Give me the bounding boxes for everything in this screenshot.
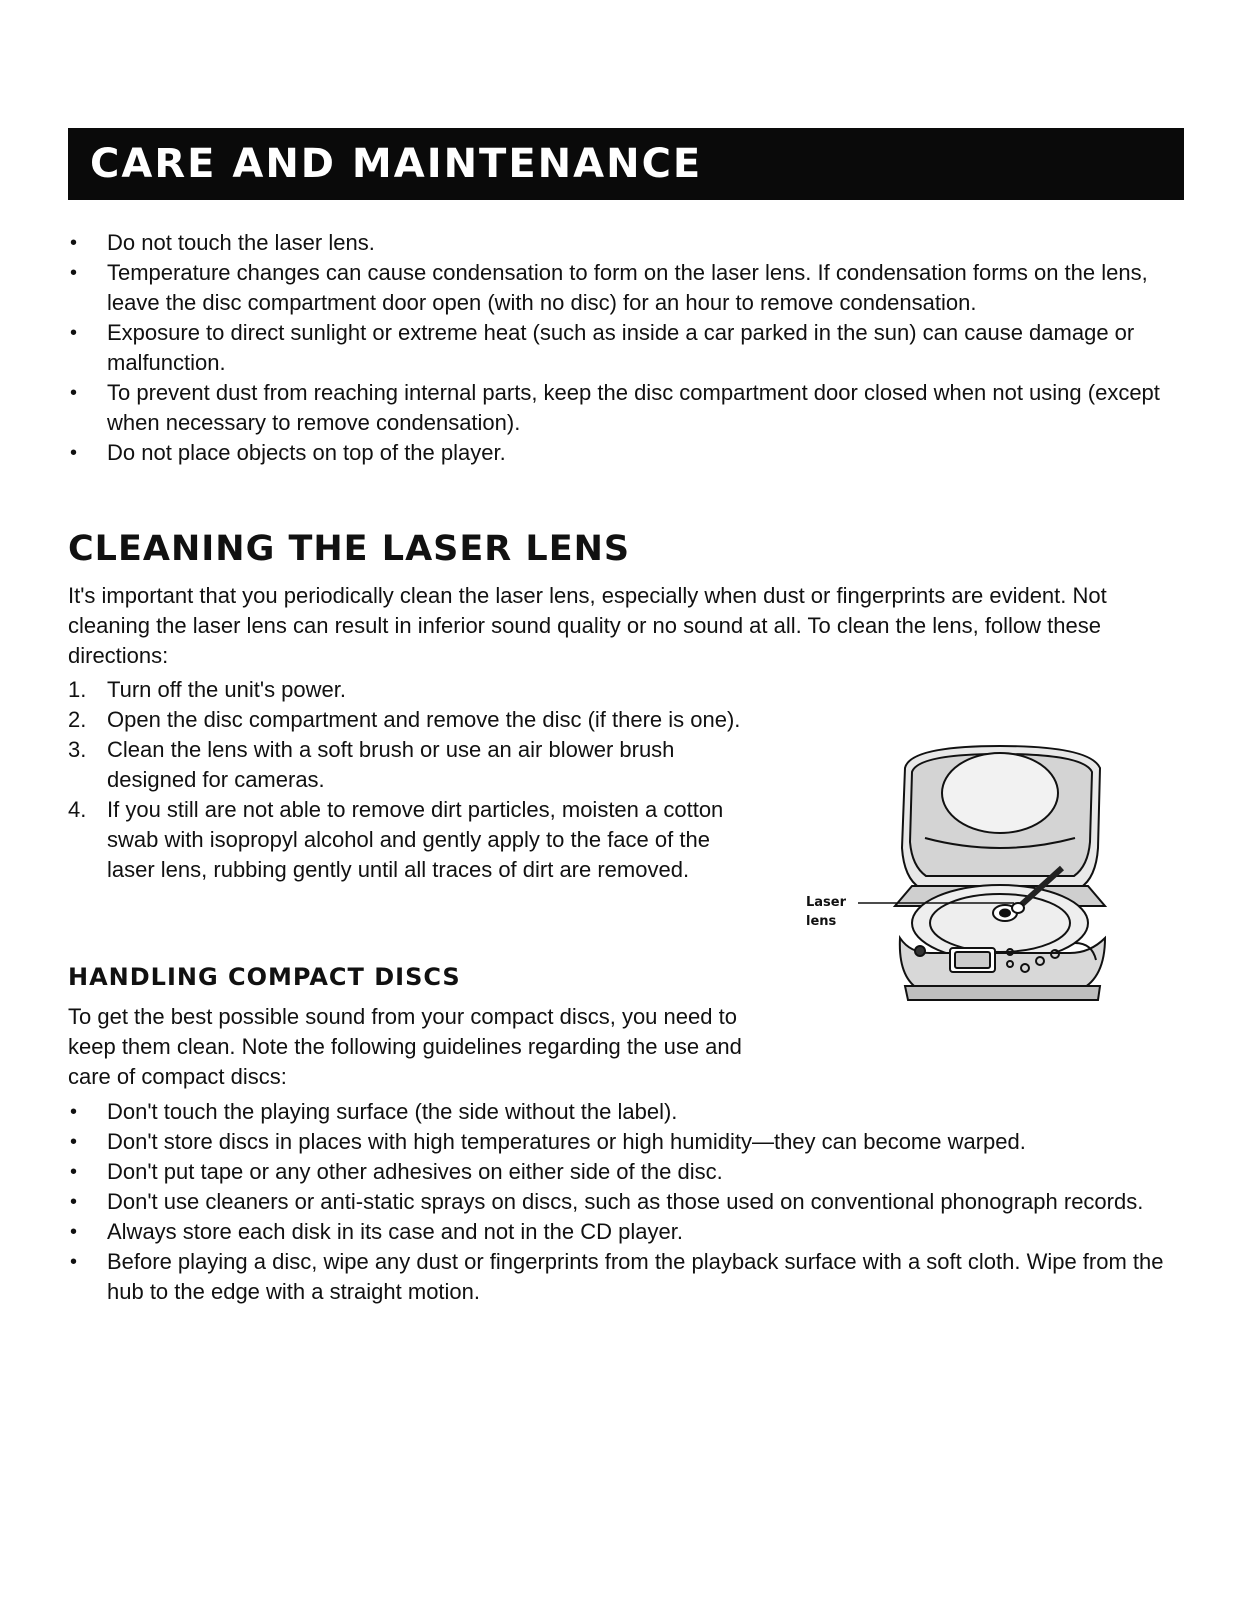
handling-heading: HANDLING COMPACT DISCS [68, 963, 461, 991]
list-item [68, 795, 758, 885]
list-item: • To prevent dust from reaching internal parts, keep the disc compartment door closed when not using (except when necessary to remove condensation). [68, 378, 1178, 438]
cleaning-heading: CLEANING THE LASER LENS [68, 529, 631, 569]
cleaning-intro: It's important that you periodically clean the laser lens, especially when dust or fingerprints are evident. Not cleaning the laser lens can result in inferior sound quality or no sound at all. To clean the lens, follow these directions: [68, 583, 1107, 668]
step-text: Open the disc compartment and remove the disc (if there is one). [107, 707, 741, 732]
cd-player-drawing [800, 738, 1130, 1008]
list-item: • Exposure to direct sunlight or extreme heat (such as inside a car parked in the sun) can cause damage or malfunction. [68, 318, 1178, 378]
list-item: • Temperature changes can cause condensation to form on the laser lens. If condensation forms on the lens, leave the disc compartment door open (with no disc) for an hour to remove condensation. [68, 258, 1178, 318]
step-text: Clean the lens with a soft brush or use an air blower brush designed for cameras. [107, 737, 675, 792]
care-bullet-list [68, 228, 1178, 468]
list-item: • Do not place objects on top of the player. [68, 438, 1178, 468]
step-text: If you still are not able to remove dirt particles, moisten a cotton swab with isopropyl alcohol and gently apply to the face of the laser lens, rubbing gently until all traces of dirt are removed. [107, 797, 724, 882]
step-text: Turn off the unit's power. [107, 677, 347, 702]
step-number: 3. [68, 737, 87, 762]
handling-intro: To get the best possible sound from your compact discs, you need to keep them clean. Note the following guidelines regarding the use and care of compact discs: [68, 1004, 742, 1089]
list-item: • Always store each disk in its case and not in the CD player. [68, 1217, 1178, 1247]
list-item: • Don't put tape or any other adhesives on either side of the disc. [68, 1157, 1178, 1187]
list-item [68, 675, 758, 705]
handling-bullet-list [68, 1097, 1178, 1307]
list-item: • Before playing a disc, wipe any dust or fingerprints from the playback surface with a soft cloth. Wipe from the hub to the edge with a straight motion. [68, 1247, 1178, 1307]
list-item: • Don't store discs in places with high temperatures or high humidity—they can become warped. [68, 1127, 1178, 1157]
list-item: • Do not touch the laser lens. [68, 228, 1178, 258]
list-item [68, 705, 758, 735]
step-number: 2. [68, 707, 87, 732]
figure-label-lens: lens [806, 914, 837, 929]
figure-label-laser: Laser [806, 895, 847, 910]
list-item [68, 735, 758, 795]
banner-title: CARE AND MAINTENANCE [90, 141, 703, 187]
step-number: 1. [68, 677, 87, 702]
cd-player-illustration [800, 738, 1130, 1008]
list-item: • Don't touch the playing surface (the side without the label). [68, 1097, 1178, 1127]
list-item: • Don't use cleaners or anti-static sprays on discs, such as those used on conventional phonograph records. [68, 1187, 1178, 1217]
step-number: 4. [68, 797, 87, 822]
cleaning-steps-list [68, 675, 758, 885]
section-banner [68, 128, 1184, 200]
